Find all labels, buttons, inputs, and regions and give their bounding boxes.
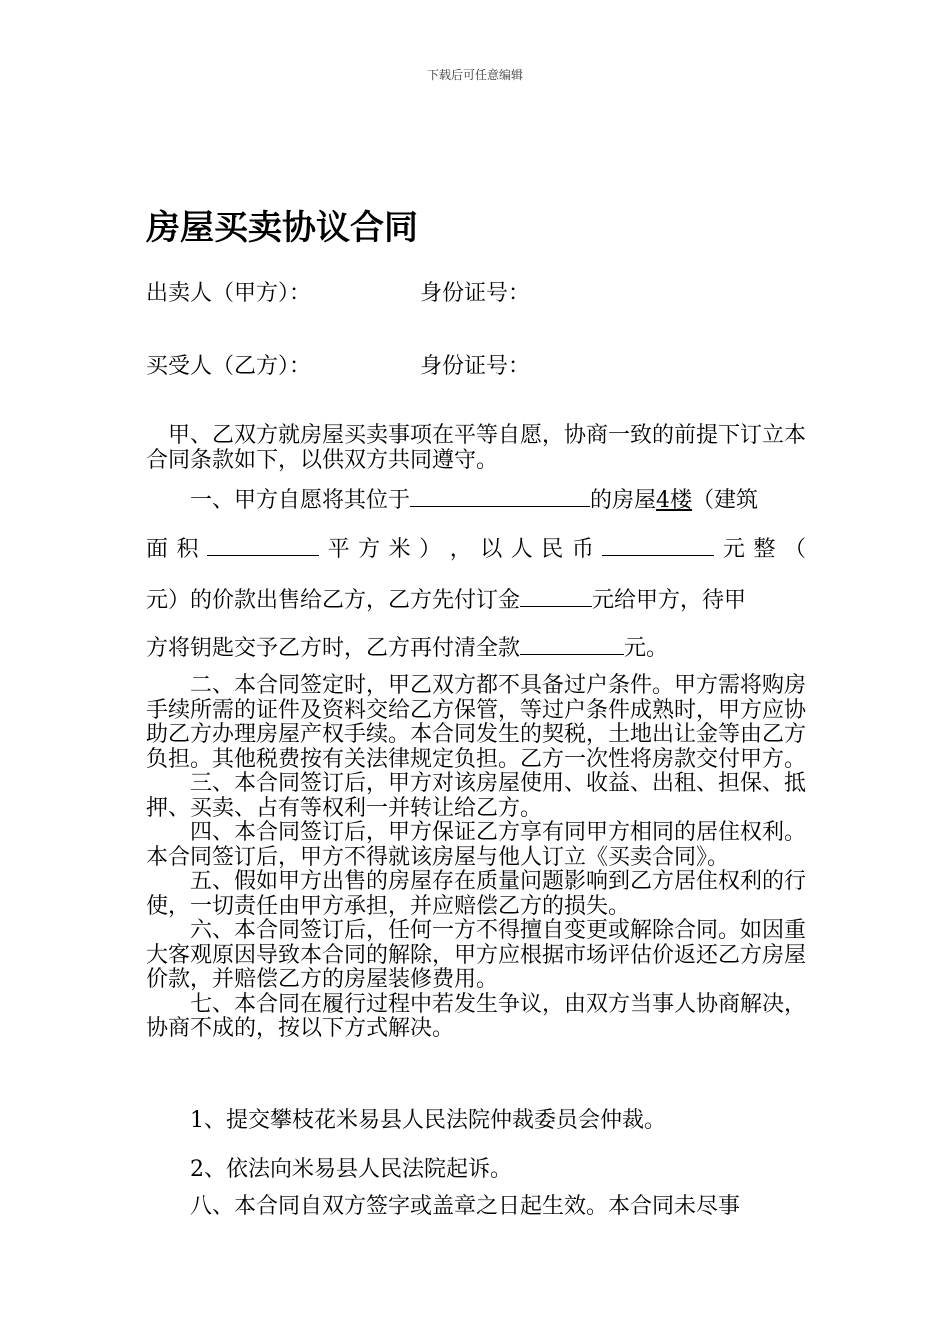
unit-char-9: 币 [571,537,594,562]
clause-6: 六、本合同签订后，任何一方不得擅自变更或解除合同。如因重大客观原因导致本合同的解除，甲方应根据市场评估价返还乙方房屋价款，并赔偿乙方的房屋装修费用。 [146,918,807,992]
area-word-2: 积 [176,537,199,562]
clause1-line4-b: 元。 [624,636,669,661]
unit-char-1: 平 [327,537,350,562]
buyer-id-label: 身份证号： [420,354,531,379]
floor-value: 4楼 [656,488,693,513]
unit-char-7: 人 [510,537,533,562]
unit-char-3: 米 [388,537,411,562]
clause1-line4-a: 方将钥匙交予乙方时，乙方再付清全款 [146,636,521,661]
unit-char-4: ） [419,537,442,562]
price-blank [602,537,714,556]
clause1-part-b: 的房屋 [590,488,657,513]
clause-7: 七、本合同在履行过程中若发生争议，由双方当事人协商解决，协商不成的，按以下方式解决。 [146,991,807,1041]
clause1-line4 [146,636,806,661]
clause-5: 五、假如甲方出售的房屋存在质量问题影响到乙方居住权利的行使，一切责任由甲方承担，并应赔偿乙方的损失。 [146,869,807,919]
clause1-line3-b: 元给甲方，待甲 [592,588,747,613]
clause-2: 二、本合同签定时，甲乙双方都不具备过户条件。甲方需将购房手续所需的证件及资料交给乙方保管，等过户条件成熟时，甲方应协助乙方办理房屋产权手续。本合同发生的契税，土地出让金等由乙方负担。其他税费按有关法律规定负担。乙方一次性将房款交付甲方。 [146,673,807,772]
intro-paragraph [146,424,806,473]
end-char-2: 整 [753,537,776,562]
unit-char-2: 方 [358,537,381,562]
document-title: 房屋买卖协议合同 [146,208,418,248]
unit-char-5: ， [449,537,472,562]
header-note: 下载后可任意编辑 [426,68,523,82]
balance-blank [520,636,624,655]
clause1-line3 [146,588,806,613]
option-1: 1、提交攀枝花米易县人民法院仲裁委员会仲裁。 [190,1108,666,1133]
end-char-3: （ [783,537,806,562]
intro-text: 甲、乙双方就房屋买卖事项在平等自愿，协商一致的前提下订立本合同条款如下，以供双方共同遵守。 [146,423,807,473]
deposit-blank [520,588,592,607]
clause-8: 八、本合同自双方签字或盖章之日起生效。本合同未尽事 [190,1194,741,1219]
seller-id-label: 身份证号： [420,281,531,306]
clause1-line1 [146,488,806,513]
option-2: 2、依法向米易县人民法院起诉。 [190,1157,512,1182]
area-blank [207,537,319,556]
clause1-line2 [146,537,806,562]
end-char-1: 元 [722,537,745,562]
buyer-label: 买受人（乙方）： [146,354,312,379]
unit-char-6: 以 [480,537,503,562]
clause1-part-a: 一、甲方自愿将其位于 [190,488,411,513]
clause1-line3-a: 元）的价款出售给乙方，乙方先付订金 [146,588,521,613]
clause-3: 三、本合同签订后，甲方对该房屋使用、收益、出租、担保、抵押、买卖、占有等权利一并转让给乙方。 [146,771,807,821]
clause-4: 四、本合同签订后，甲方保证乙方享有同甲方相同的居住权利。本合同签订后，甲方不得就该房屋与他人订立《买卖合同》。 [146,820,807,870]
area-word-1: 面 [146,537,169,562]
location-blank [410,488,590,507]
unit-char-8: 民 [541,537,564,562]
seller-label: 出卖人（甲方）： [146,281,312,306]
clauses-block [146,674,806,1042]
clause1-part-c: （建筑 [692,488,759,513]
